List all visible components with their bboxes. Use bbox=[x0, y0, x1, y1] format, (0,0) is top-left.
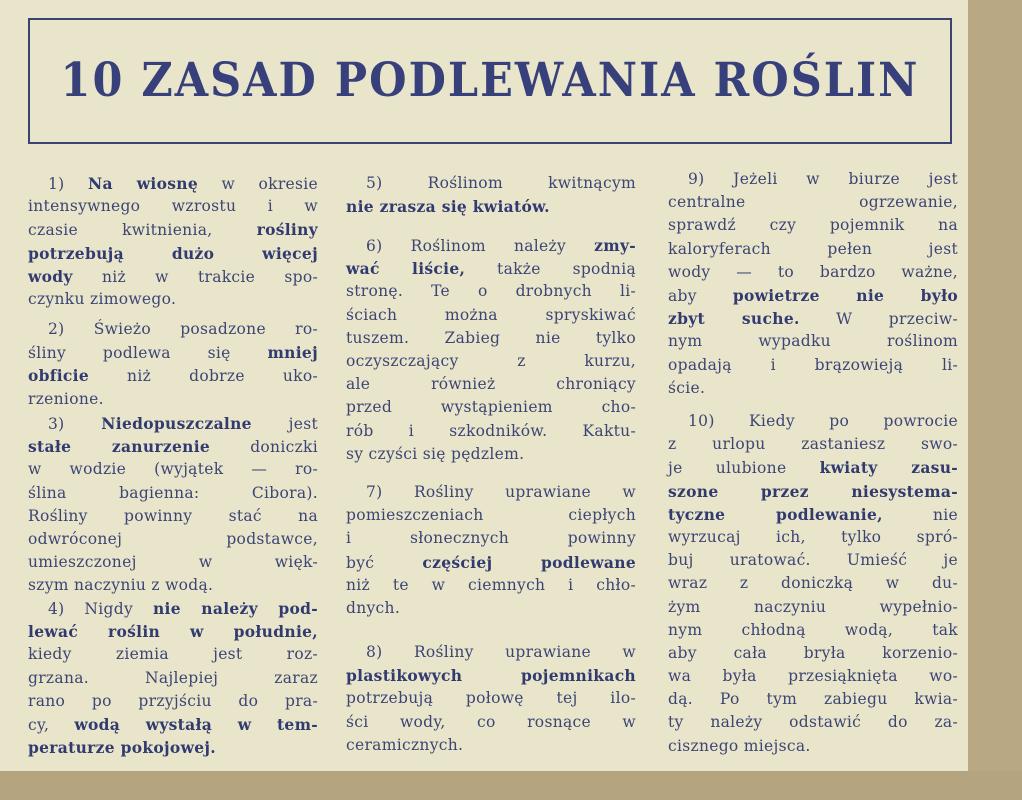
text-line bbox=[346, 734, 636, 757]
text: niż te w ciemnych i chło- bbox=[346, 575, 636, 594]
text: buj uratować. Umieść je bbox=[668, 551, 958, 570]
text: 10) Kiedy po powrocie bbox=[688, 412, 958, 430]
text-line bbox=[28, 435, 318, 458]
bold-text: rośliny bbox=[256, 220, 318, 240]
text-line bbox=[28, 690, 318, 713]
text-line bbox=[668, 665, 958, 688]
bold-text: stałe zanurzenie bbox=[28, 437, 211, 457]
text: ści wody, co rosnące w bbox=[346, 712, 636, 731]
text-line bbox=[668, 456, 958, 479]
text: grzana. Najlepiej zaraz bbox=[28, 668, 318, 687]
text-line bbox=[668, 549, 958, 572]
text: ale również chroniący bbox=[346, 375, 636, 394]
bold-text: kwiaty zasu- bbox=[819, 458, 958, 478]
text-line bbox=[28, 218, 318, 241]
text-line bbox=[668, 433, 958, 456]
text: wa była przesiąknięta wo- bbox=[668, 667, 958, 686]
text: umieszczonej w więk- bbox=[28, 553, 318, 572]
text: czynku zimowego. bbox=[28, 289, 177, 308]
text: aby bbox=[668, 286, 733, 305]
text: niż w trakcie spo- bbox=[72, 267, 318, 286]
text-line bbox=[668, 503, 958, 526]
text-line bbox=[668, 307, 958, 330]
text: kiedy ziemia jest roz- bbox=[28, 645, 318, 664]
rule-paragraph bbox=[668, 168, 958, 400]
text-line bbox=[668, 238, 958, 261]
text-line bbox=[346, 664, 636, 687]
text-line bbox=[668, 642, 958, 665]
text: ceramicznych. bbox=[346, 735, 464, 754]
text: odwróconej podstawce, bbox=[28, 529, 318, 548]
bold-text: wać liście, bbox=[346, 259, 466, 279]
bold-text: zmy- bbox=[594, 236, 636, 255]
text-line bbox=[668, 410, 958, 433]
text-line bbox=[28, 482, 318, 505]
text: potrzebują połowę tej ilo- bbox=[346, 689, 636, 708]
text-line bbox=[28, 667, 318, 690]
text: oczyszczający z kurzu, bbox=[346, 351, 636, 370]
text-line bbox=[668, 354, 958, 377]
text-line bbox=[668, 261, 958, 284]
text: Rośliny powinny stać na bbox=[28, 506, 318, 525]
text-line bbox=[668, 572, 958, 595]
text-line bbox=[28, 643, 318, 666]
background-edge-right bbox=[968, 0, 1022, 800]
text: sy czyści się pędzlem. bbox=[346, 444, 525, 463]
text: nym wypadku roślinom bbox=[668, 332, 958, 351]
text-line bbox=[346, 172, 636, 195]
text: opadają i brązowieją li- bbox=[668, 355, 958, 374]
bold-text: plastikowych pojemnikach bbox=[346, 666, 636, 686]
text-line bbox=[346, 280, 636, 303]
text: tuszem. Zabieg nie tylko bbox=[346, 328, 636, 347]
text: jest bbox=[251, 415, 318, 433]
text-line bbox=[668, 191, 958, 214]
text-line bbox=[28, 242, 318, 265]
bold-text: powietrze nie było bbox=[732, 285, 958, 305]
text-line bbox=[346, 373, 636, 396]
text-line bbox=[346, 350, 636, 373]
text-line bbox=[346, 687, 636, 710]
text: cy, bbox=[28, 715, 75, 734]
text: W przeciw- bbox=[799, 310, 958, 329]
text: i słonecznych powinny bbox=[346, 529, 636, 548]
text-line bbox=[28, 736, 318, 759]
text-line bbox=[28, 528, 318, 551]
text-line bbox=[346, 234, 636, 257]
text: sprawdź czy pojemnik na bbox=[668, 216, 958, 235]
text: szym naczyniu z wodą. bbox=[28, 576, 214, 595]
text: intensywnego wzrostu i w bbox=[28, 197, 318, 216]
text-line bbox=[346, 327, 636, 350]
text-line bbox=[346, 195, 636, 218]
text-line bbox=[668, 711, 958, 734]
rule-paragraph bbox=[346, 234, 636, 466]
text-line bbox=[668, 377, 958, 400]
text-line bbox=[346, 257, 636, 280]
headline-box bbox=[28, 18, 952, 144]
text: kaloryferach pełen jest bbox=[668, 239, 958, 258]
bold-text: lewać roślin w południe, bbox=[28, 622, 318, 642]
text: być bbox=[346, 553, 423, 572]
rule-paragraph bbox=[28, 172, 318, 311]
bold-text: Niedopuszczalne bbox=[101, 414, 252, 433]
bold-text: Na wiosnę bbox=[88, 174, 198, 193]
text-line bbox=[346, 481, 636, 504]
background-edge-bottom bbox=[0, 771, 1022, 800]
text: niż dobrze uko- bbox=[89, 367, 318, 386]
text-line bbox=[346, 304, 636, 327]
text-line bbox=[28, 388, 318, 411]
text: dą. Po tym zabiegu kwia- bbox=[668, 690, 958, 709]
text-line bbox=[28, 265, 318, 288]
text: wody — to bardzo ważne, bbox=[668, 262, 958, 281]
text-line bbox=[28, 318, 318, 341]
rule-paragraph bbox=[28, 412, 318, 598]
text: nie bbox=[882, 505, 958, 524]
bold-text: mniej bbox=[267, 343, 318, 363]
text: żym naczyniu wypełnio- bbox=[668, 597, 958, 616]
text: dnych. bbox=[346, 598, 401, 617]
text: rzenione. bbox=[28, 389, 104, 408]
bold-text: peraturze pokojowej. bbox=[28, 738, 216, 758]
bold-text: obficie bbox=[28, 366, 90, 386]
text-line bbox=[668, 480, 958, 503]
text: stronę. Te o drobnych li- bbox=[346, 282, 636, 301]
text-line bbox=[668, 735, 958, 758]
text-line bbox=[668, 688, 958, 711]
text: wyrzucaj ich, tylko spró- bbox=[668, 527, 958, 546]
rule-paragraph bbox=[346, 172, 636, 218]
text: 8) Rośliny uprawiane w bbox=[366, 643, 636, 661]
text: 2) Świeżo posadzone ro- bbox=[48, 320, 318, 338]
bold-text: wodą wystałą w tem- bbox=[74, 714, 318, 734]
text: ty należy odstawić do za- bbox=[668, 713, 958, 732]
text: 3) bbox=[48, 415, 102, 433]
text-line bbox=[668, 168, 958, 191]
text: czasie kwitnienia, bbox=[28, 221, 257, 240]
text-line bbox=[346, 711, 636, 734]
rule-paragraph bbox=[668, 410, 958, 758]
text: także spodnią bbox=[465, 260, 636, 279]
text: pomieszczeniach ciepłych bbox=[346, 506, 636, 525]
text-line bbox=[28, 341, 318, 364]
text: aby cała bryła korzenio- bbox=[668, 643, 958, 662]
text: 5) Roślinom kwitnącym bbox=[366, 174, 636, 192]
text-line bbox=[346, 641, 636, 664]
bold-text: nie zrasza się kwiatów. bbox=[346, 197, 550, 217]
bold-text: częściej podlewane bbox=[422, 552, 636, 572]
text: je ulubione bbox=[668, 459, 820, 478]
text: śliny podlewa się bbox=[28, 344, 268, 363]
text: cisznego miejsca. bbox=[668, 736, 811, 755]
text-line bbox=[28, 172, 318, 195]
bold-text: wody bbox=[28, 266, 73, 286]
text: ście. bbox=[668, 378, 706, 397]
text: rób i szkodników. Kaktu- bbox=[346, 421, 636, 440]
rule-paragraph bbox=[346, 481, 636, 620]
text: ściach można spryskiwać bbox=[346, 305, 636, 324]
text-line bbox=[668, 596, 958, 619]
bold-text: szone przez niesystema- bbox=[668, 481, 958, 501]
text-line bbox=[346, 443, 636, 466]
bold-text: tyczne podlewanie, bbox=[668, 504, 883, 524]
text-line bbox=[28, 195, 318, 218]
text-line bbox=[28, 551, 318, 574]
headline: 10 ZASAD PODLEWANIA ROŚLIN bbox=[60, 54, 920, 108]
text: centralne ogrzewanie, bbox=[668, 193, 958, 212]
text: z urlopu zastaniesz swo- bbox=[668, 435, 958, 454]
text-line bbox=[28, 458, 318, 481]
text-line bbox=[346, 551, 636, 574]
rule-paragraph bbox=[346, 641, 636, 757]
text-line bbox=[668, 284, 958, 307]
text: 9) Jeżeli w biurze jest bbox=[688, 170, 958, 188]
text-line bbox=[28, 620, 318, 643]
text-line bbox=[28, 364, 318, 387]
text-line bbox=[346, 574, 636, 597]
text-line bbox=[346, 396, 636, 419]
text: w okresie bbox=[197, 175, 318, 193]
text: 4) Nigdy bbox=[48, 600, 153, 618]
text-line bbox=[346, 504, 636, 527]
text: nym chłodną wodą, tak bbox=[668, 620, 958, 639]
text-line bbox=[28, 597, 318, 620]
text-line bbox=[668, 330, 958, 353]
text-line bbox=[668, 526, 958, 549]
text: doniczki bbox=[210, 438, 318, 457]
rule-paragraph bbox=[28, 597, 318, 759]
bold-text: nie należy pod- bbox=[152, 599, 318, 618]
text-line bbox=[28, 412, 318, 435]
text: ślina bagienna: Cibora). bbox=[28, 483, 318, 502]
rule-paragraph bbox=[28, 318, 318, 411]
text-line bbox=[346, 527, 636, 550]
text-line bbox=[28, 713, 318, 736]
text-line bbox=[28, 288, 318, 311]
text: 7) Rośliny uprawiane w bbox=[366, 483, 636, 501]
text: przed wystąpieniem cho- bbox=[346, 398, 636, 417]
text-line bbox=[28, 574, 318, 597]
bold-text: zbyt suche. bbox=[668, 309, 800, 329]
text: w wodzie (wyjątek — ro- bbox=[28, 460, 318, 479]
text-line bbox=[346, 597, 636, 620]
text: rano po przyjściu do pra- bbox=[28, 691, 318, 710]
text: wraz z doniczką w du- bbox=[668, 574, 958, 593]
text-line bbox=[346, 420, 636, 443]
text: 1) bbox=[48, 175, 88, 193]
text-line bbox=[668, 619, 958, 642]
text-line bbox=[668, 214, 958, 237]
text: 6) Roślinom należy bbox=[366, 237, 595, 255]
bold-text: potrzebują dużo więcej bbox=[28, 243, 318, 263]
text-line bbox=[28, 505, 318, 528]
